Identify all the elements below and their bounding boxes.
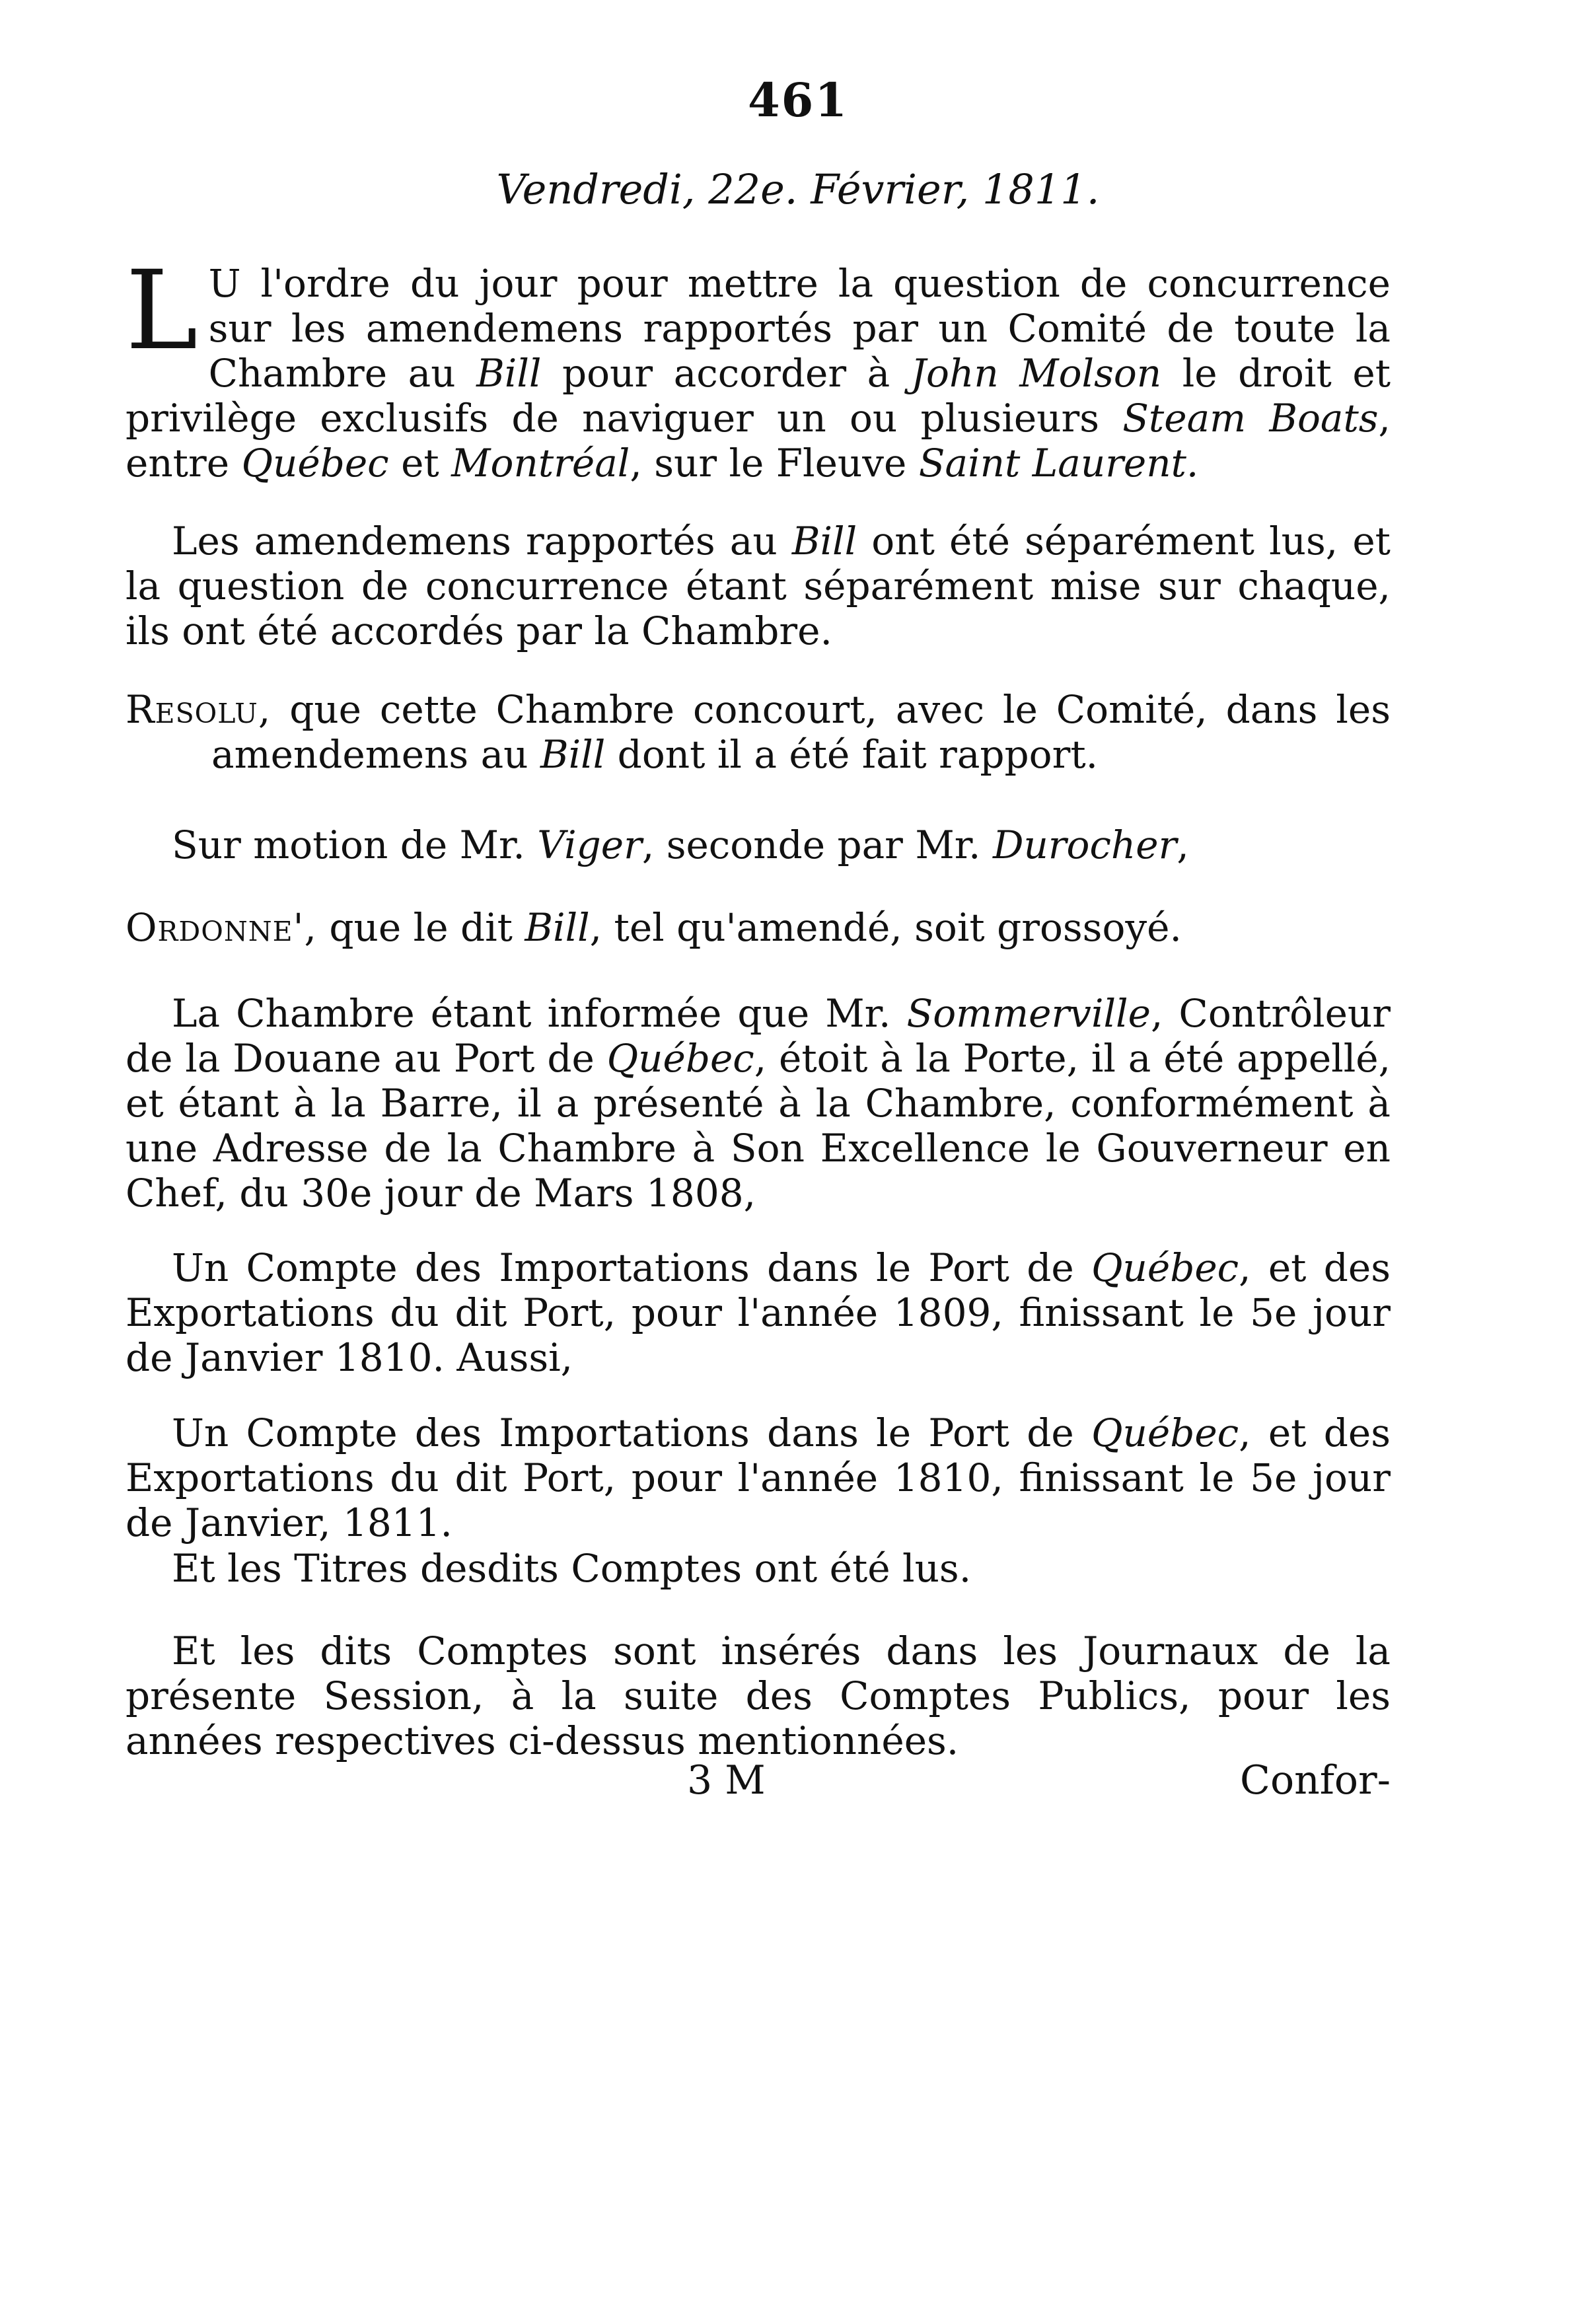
- drop-cap: L: [126, 247, 198, 374]
- page-number: 461: [747, 73, 849, 128]
- paragraph-6: [126, 991, 1391, 1216]
- p6-text-c: , étoit à la Porte, il a été appellé, et étant à la Barre, il a présenté à la Chambre, conformément à une Adresse de la Chambre à Son Excellence le Gouverneur en Chef, du 30e jour de Mars 1808,: [126, 1036, 1391, 1216]
- paragraph-7: [126, 1245, 1391, 1380]
- p1-saint-laurent: Saint Laurent.: [918, 441, 1199, 486]
- p4-text-b: , seconde par Mr.: [641, 822, 993, 867]
- p2-text-b: ont été séparément lus, et la question de concurrence étant séparément mise sur chaque, ils ont été accordés par la Chambre.: [126, 519, 1391, 653]
- paragraph-10: [126, 1628, 1391, 1763]
- p7-text-a: Un Compte des Importations dans le Port de: [172, 1245, 1091, 1290]
- paragraph-5: [126, 905, 1391, 950]
- paragraph-8: [126, 1410, 1391, 1545]
- paragraph-1: [126, 247, 1391, 486]
- ordonne-label: Ordonne',: [126, 905, 317, 950]
- p8-text-a: Un Compte des Importations dans le Port de: [172, 1410, 1091, 1455]
- p7-text-b: , et des Exportations du dit Port, pour l'année 1809, finissant le 5e jour de Janvier 1810. Aussi,: [126, 1245, 1391, 1380]
- p6-text-a: La Chambre étant informée que Mr.: [172, 991, 907, 1036]
- p1-quebec: Québec: [241, 441, 389, 486]
- paragraph-3: [126, 687, 1391, 777]
- p1-text-f: , sur le Fleuve: [630, 441, 919, 486]
- paragraph-4: [126, 822, 1391, 867]
- p6-text-b: , Contrôleur de la Douane au Port de: [126, 991, 1391, 1081]
- p6-sommerville: Sommerville: [906, 991, 1151, 1036]
- paragraph-2: [126, 519, 1391, 653]
- p10-text: Et les dits Comptes sont insérés dans les Journaux de la présente Session, à la suite des Comptes Publics, pour les années respectives ci-dessus mentionnées.: [126, 1628, 1391, 1763]
- p6-quebec: Québec: [606, 1036, 754, 1081]
- p1-name: John Molson: [910, 351, 1162, 396]
- p4-durocher: Durocher: [992, 822, 1177, 867]
- signature-mark: 3 M: [687, 1757, 766, 1804]
- p4-text-a: Sur motion de Mr.: [172, 822, 538, 867]
- dateline: Vendredi, 22e. Février, 1811.: [496, 165, 1100, 213]
- p1-steam-boats: Steam Boats: [1122, 396, 1379, 441]
- p4-viger: Viger: [537, 822, 642, 867]
- p1-text-e: et: [388, 441, 452, 486]
- p5-text-a: que le dit: [316, 905, 525, 950]
- p1-montreal: Montréal: [451, 441, 630, 486]
- p3-text-a: que cette Chambre concourt, avec le Comité, dans les amendemens au: [211, 687, 1391, 777]
- paragraph-9: [126, 1546, 1391, 1591]
- page-footer: [126, 1757, 1391, 1810]
- p1-text-b: pour accorder à: [541, 351, 911, 396]
- p1-text-a: U l'ordre du jour pour mettre la question de concurrence sur les amendemens rapportés par un Comité de toute la Chambre au: [208, 261, 1391, 396]
- p8-quebec: Québec: [1091, 1410, 1239, 1455]
- p2-bill: Bill: [791, 519, 857, 564]
- p3-bill: Bill: [540, 732, 606, 777]
- resolu-label: Resolu,: [126, 687, 272, 732]
- p5-text-b: , tel qu'amendé, soit grossoyé.: [589, 905, 1182, 950]
- p5-bill: Bill: [525, 905, 590, 950]
- p3-text-b: dont il a été fait rapport.: [605, 732, 1099, 777]
- p4-text-c: ,: [1177, 822, 1189, 867]
- p1-text-d: , entre: [126, 396, 1391, 486]
- p2-text-a: Les amendemens rapportés au: [172, 519, 792, 564]
- p1-bill: Bill: [476, 351, 542, 396]
- p7-quebec: Québec: [1091, 1245, 1239, 1290]
- p9-text: Et les Titres desdits Comptes ont été lus.: [172, 1546, 972, 1591]
- p8-text-b: , et des Exportations du dit Port, pour l'année 1810, finissant le 5e jour de Janvier, 1811.: [126, 1410, 1391, 1545]
- catchword: Confor-: [1240, 1757, 1391, 1804]
- p1-text-c: le droit et privilège exclusifs de naviguer un ou plusieurs: [126, 351, 1391, 441]
